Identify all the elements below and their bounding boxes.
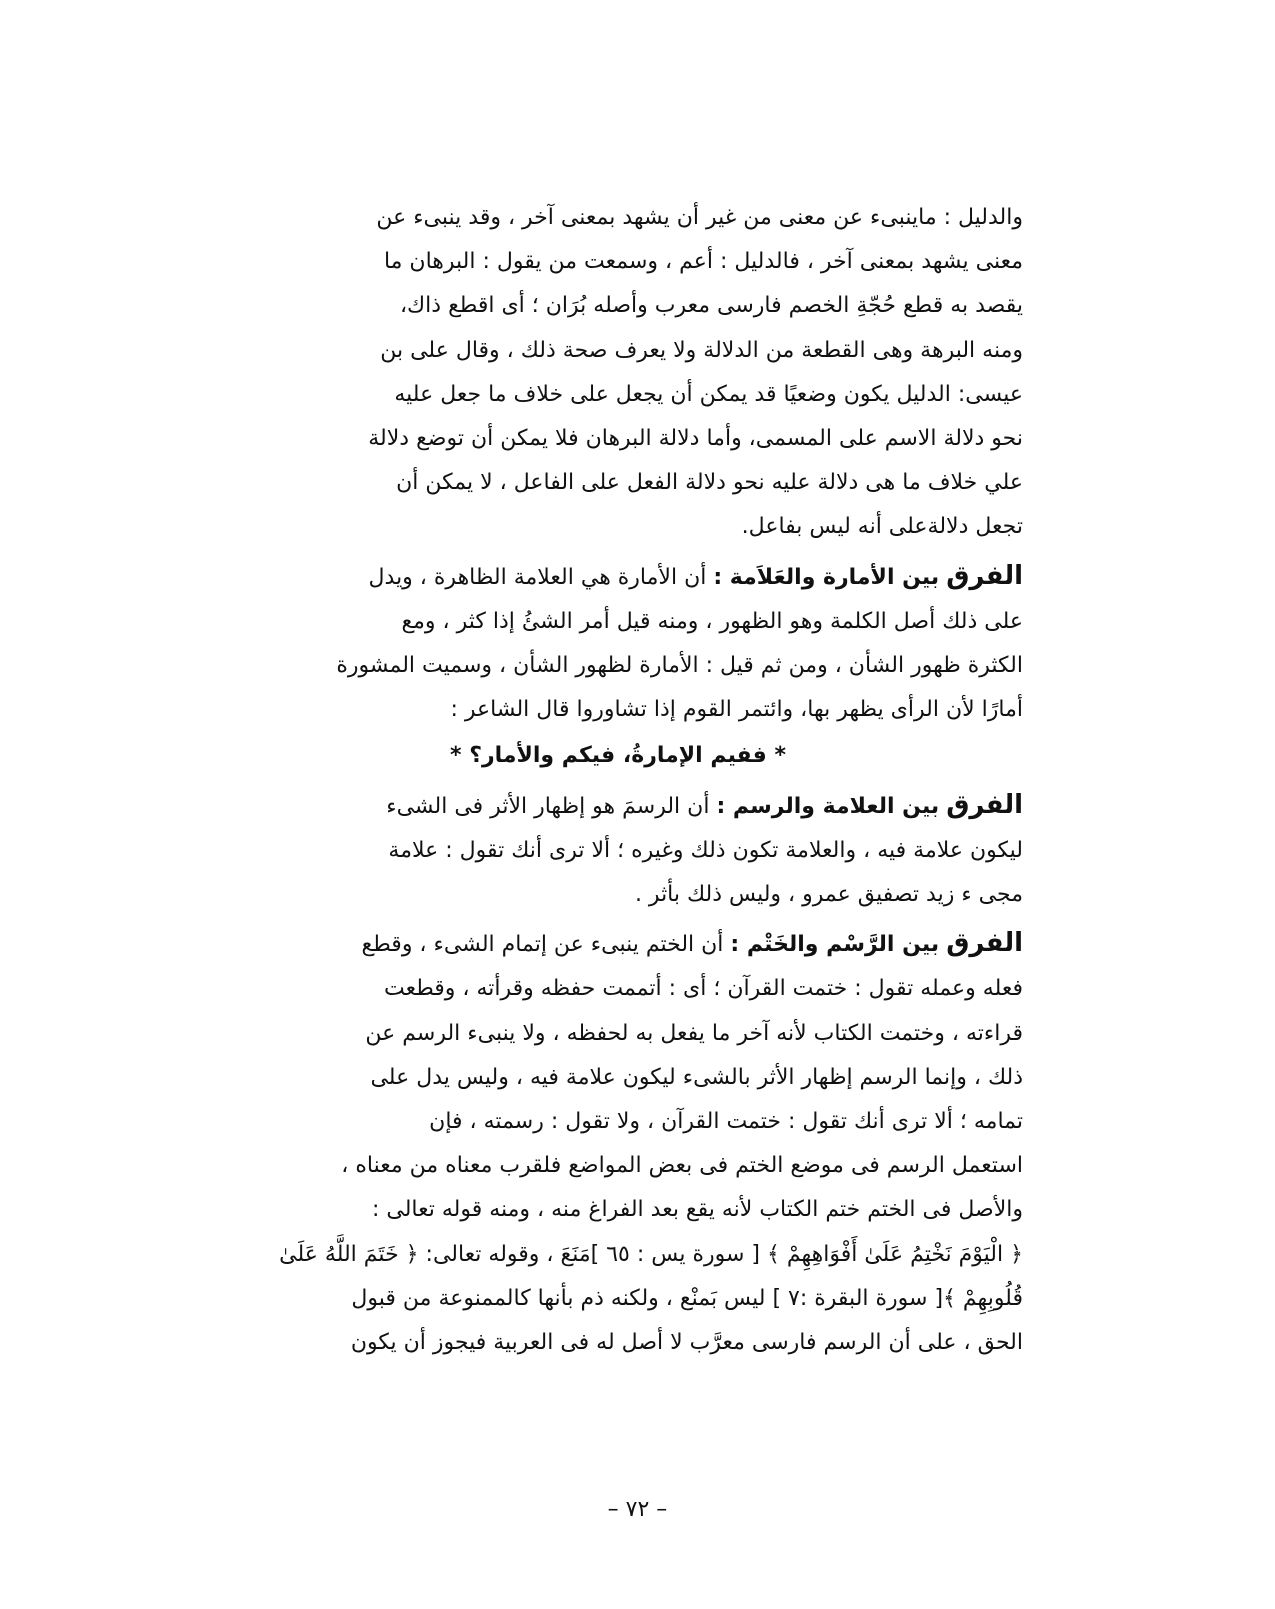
section-topic: بين الأمارة والعَلاَمة : xyxy=(713,564,940,590)
section-term: الفرق xyxy=(946,928,1023,959)
text-line: مجى ء زيد تصفيق عمرو ، وليس ذلك بأثر . xyxy=(634,882,1023,908)
text-line: يقصد به قطع حُجّةِ الخصم فارسى معرب وأصله بُرَان ؛ أى اقطع ذاك، xyxy=(399,293,1023,319)
text-line: والأصل فى الختم ختم الكتاب لأنه يقع بعد الفراغ منه ، ومنه قوله تعالى : xyxy=(371,1197,1023,1223)
text-line: على ذلك أصل الكلمة وهو الظهور ، ومنه قيل أمر الشئُ إذا كثر ، ومع xyxy=(401,608,1023,634)
text-line: الحق ، على أن الرسم فارسى معرَّب لا أصل له فى العربية فيجوز أن يكون xyxy=(350,1330,1023,1356)
text-line: أمارًا لأن الرأى يظهر بها، وائتمر القوم إذا تشاوروا قال الشاعر : xyxy=(450,697,1023,723)
quran-citation-line: قُلُوبِهِمْ ﴾[ سورة البقرة :٧ ] ليس بَمنْع ، ولكنه ذم بأنها كالممنوعة من قبول xyxy=(351,1285,1023,1311)
paragraph-dalil xyxy=(213,196,1023,550)
text-line: عيسى: الدليل يكون وضعيًا قد يمكن أن يجعل على خلاف ما جعل عليه xyxy=(394,381,1023,407)
text-line: ذلك ، وإنما الرسم إظهار الأثر بالشىء ليكون علامة فيه ، وليس يدل على xyxy=(370,1064,1023,1090)
text-line: والدليل : ماينبىء عن معنى من غير أن يشهد بمعنى آخر ، وقد ينبىء عن xyxy=(376,205,1023,230)
text-line: قراءته ، وختمت الكتاب لأنه آخر ما يفعل به لحفظه ، ولا ينبىء الرسم عن xyxy=(365,1020,1023,1046)
text-line: معنى يشهد بمعنى آخر ، فالدليل : أعم ، وسمعت من يقول : البرهان ما xyxy=(383,249,1023,275)
quran-citation-line: ﴿ الْيَوْمَ نَخْتِمُ عَلَىٰ أَفْوَاهِهِمْ ﴾ [ سورة يس : ٦٥ ]مَنَعَ ، وقوله تعالى: ﴿ خَتَمَ اللَّهُ عَلَىٰ xyxy=(279,1241,1023,1267)
text-line: أن الرسمَ هو إظهار الأثر فى الشىء xyxy=(386,793,710,819)
page-number: – ٧٢ – xyxy=(607,1497,668,1522)
text-line: تجعل دلالةعلى أنه ليس بفاعل. xyxy=(741,514,1023,540)
paragraph-alama-rasm xyxy=(213,783,1023,918)
paragraph-amara-alama xyxy=(213,554,1023,733)
body-text xyxy=(213,196,1023,1365)
text-line: علي خلاف ما هى دلالة عليه نحو دلالة الفعل على الفاعل ، لا يمكن أن xyxy=(396,470,1023,496)
poetry-verse: * ففيم الإمارةُ، فيكم والأمار؟ * xyxy=(450,743,786,769)
text-line: نحو دلالة الاسم على المسمى، وأما دلالة البرهان فلا يمكن أن توضع دلالة xyxy=(368,426,1023,452)
text-line: ليكون علامة فيه ، والعلامة تكون ذلك وغيره ؛ ألا ترى أنك تقول : علامة xyxy=(388,837,1023,863)
text-line: الكثرة ظهور الشأن ، ومن ثم قيل : الأمارة لظهور الشأن ، وسميت المشورة xyxy=(336,653,1023,679)
text-line: استعمل الرسم فى موضع الختم فى بعض المواضع فلقرب معناه من معناه ، xyxy=(341,1153,1023,1179)
text-line: ومنه البرهة وهى القطعة من الدلالة ولا يعرف صحة ذلك ، وقال على بن xyxy=(380,337,1023,363)
section-term: الفرق xyxy=(946,560,1023,591)
section-topic: بين الرَّسْم والخَتْم : xyxy=(730,932,940,958)
section-term: الفرق xyxy=(946,789,1023,820)
text-line: فعله وعمله تقول : ختمت القرآن ؛ أى : أتممت حفظه وقرأته ، وقطعت xyxy=(384,976,1023,1002)
text-line: تمامه ؛ ألا ترى أنك تقول : ختمت القرآن ، ولا تقول : رسمته ، فإن xyxy=(429,1109,1023,1135)
text-line: أن الختم ينبىء عن إتمام الشىء ، وقطع xyxy=(361,932,724,958)
section-topic: بين العلامة والرسم : xyxy=(716,793,940,819)
paragraph-rasm-khatm xyxy=(213,921,1023,1365)
text-line: أن الأمارة هي العلامة الظاهرة ، ويدل xyxy=(368,564,707,590)
